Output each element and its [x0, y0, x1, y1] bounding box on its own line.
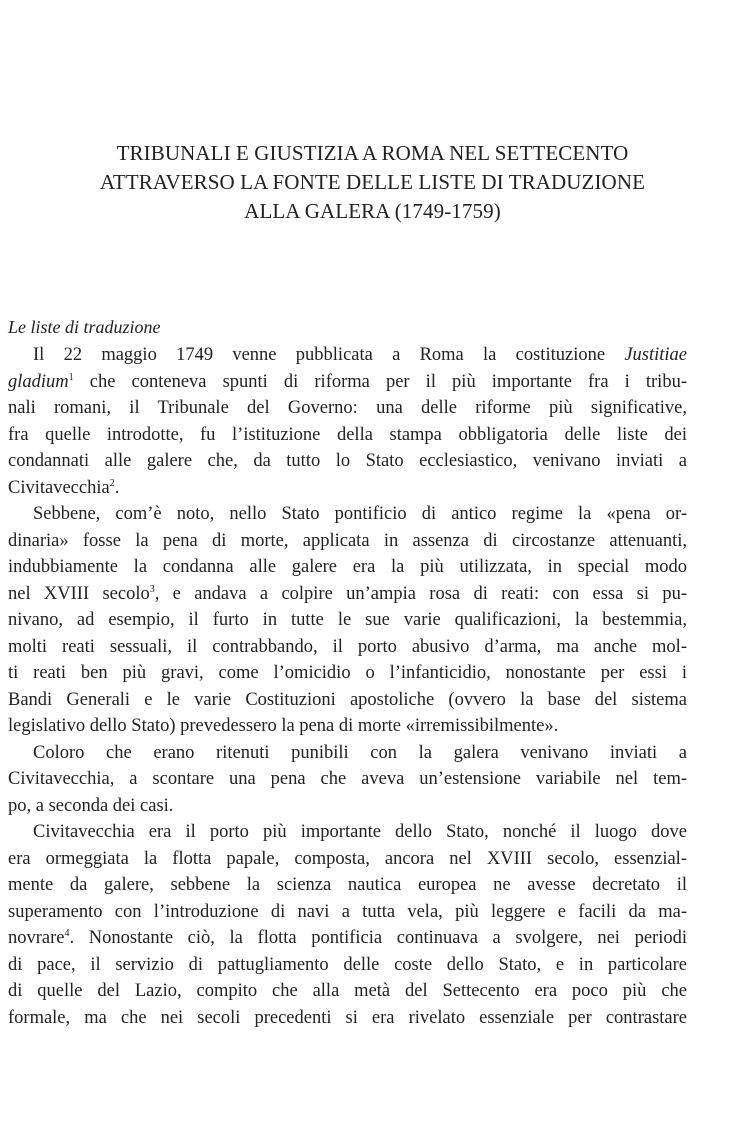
text-line: formale, ma che nei secoli precedenti si era rivelato essenziale per contrastare [8, 1007, 687, 1028]
title-line: ALLA GALERA (1749-1759) [244, 199, 501, 223]
text-line: Civitavecchia, a scontare una pena che aveva un’estensione variabile nel tem- [8, 769, 687, 789]
text-line: Il 22 maggio 1749 venne pubblicata a Roma la costituzione Justitiae [33, 345, 687, 365]
text-line: fra quelle introdotte, fu l’istituzione della stampa obbligatoria delle liste dei [8, 424, 687, 445]
text-line: Civitavecchia$^2$. [8, 477, 120, 498]
paragraph [8, 501, 687, 740]
text-line: nel XVIII secolo$^3$, e andava a colpire un’ampia rosa di reati: con essa si pu- [8, 583, 687, 604]
text-line: legislativo dello Stato) prevedessero la pena di morte «irremissibilmente». [8, 716, 559, 736]
page-title [20, 139, 725, 226]
text-line: Coloro che erano ritenuti punibili con la galera venivano inviati a [33, 742, 687, 763]
paragraph [8, 342, 687, 501]
text-line: Civitavecchia era il porto più importante dello Stato, nonché il luogo dove [33, 822, 687, 842]
text-line: po, a seconda dei casi. [8, 795, 174, 816]
paragraph [8, 819, 687, 1031]
text-line: nali romani, il Tribunale del Governo: una delle riforme più significative, [8, 398, 687, 418]
text-line: di quelle del Lazio, compito che alla metà del Settecento era poco più che [8, 981, 687, 1001]
text-line: nivano, ad esempio, il furto in tutte le sue varie qualificazioni, la bestemmia, [8, 610, 687, 630]
body-text [8, 342, 687, 1031]
section-heading: Le liste di traduzione [8, 317, 161, 337]
text-line: ti reati ben più gravi, come l’omicidio o l’infanticidio, nonostante per essi i [8, 663, 687, 683]
paragraph [8, 740, 687, 820]
title-line: ATTRAVERSO LA FONTE DELLE LISTE DI TRADUZIONE [99, 170, 646, 194]
text-line: gladium$^1$ che conteneva spunti di riforma per il più importante fra i tribu- [8, 371, 687, 392]
text-line: indubbiamente la condanna alle galere era la più utilizzata, in special modo [8, 557, 687, 577]
text-line: superamento con l’introduzione di navi a tutta vela, più leggere e facili da ma- [8, 901, 687, 922]
footnote-marker: 1 [68, 371, 74, 383]
text-line: novrare$^4$. Nonostante ciò, la flotta pontificia continuava a svolgere, nei periodi [8, 927, 687, 948]
text-line: mente da galere, sebbene la scienza nautica europea ne avesse decretato il [8, 875, 687, 895]
text-line: molti reati sessuali, il contrabbando, il porto abusivo d’arma, ma anche mol- [8, 636, 687, 657]
text-line: di pace, il servizio di pattugliamento delle coste dello Stato, e in particolare [8, 954, 687, 975]
footnote-marker: 4 [64, 927, 70, 939]
text-line: Bandi Generali e le varie Costituzioni apostoliche (ovvero la base del sistema [8, 689, 687, 710]
text-line: era ormeggiata la flotta papale, composta, ancora nel XVIII secolo, essenzial- [8, 848, 687, 869]
title-line: TRIBUNALI E GIUSTIZIA A ROMA NEL SETTECENTO [116, 141, 629, 165]
footnote-marker: 2 [109, 477, 115, 489]
text-line: Sebbene, com’è noto, nello Stato pontificio di antico regime la «pena or- [33, 504, 687, 524]
footnote-marker: 3 [149, 583, 155, 595]
text-line: condannati alle galere che, da tutto lo Stato ecclesiastico, venivano inviati a [8, 451, 687, 471]
text-line: dinaria» fosse la pena di morte, applicata in assenza di circostanze attenuanti, [8, 530, 687, 551]
